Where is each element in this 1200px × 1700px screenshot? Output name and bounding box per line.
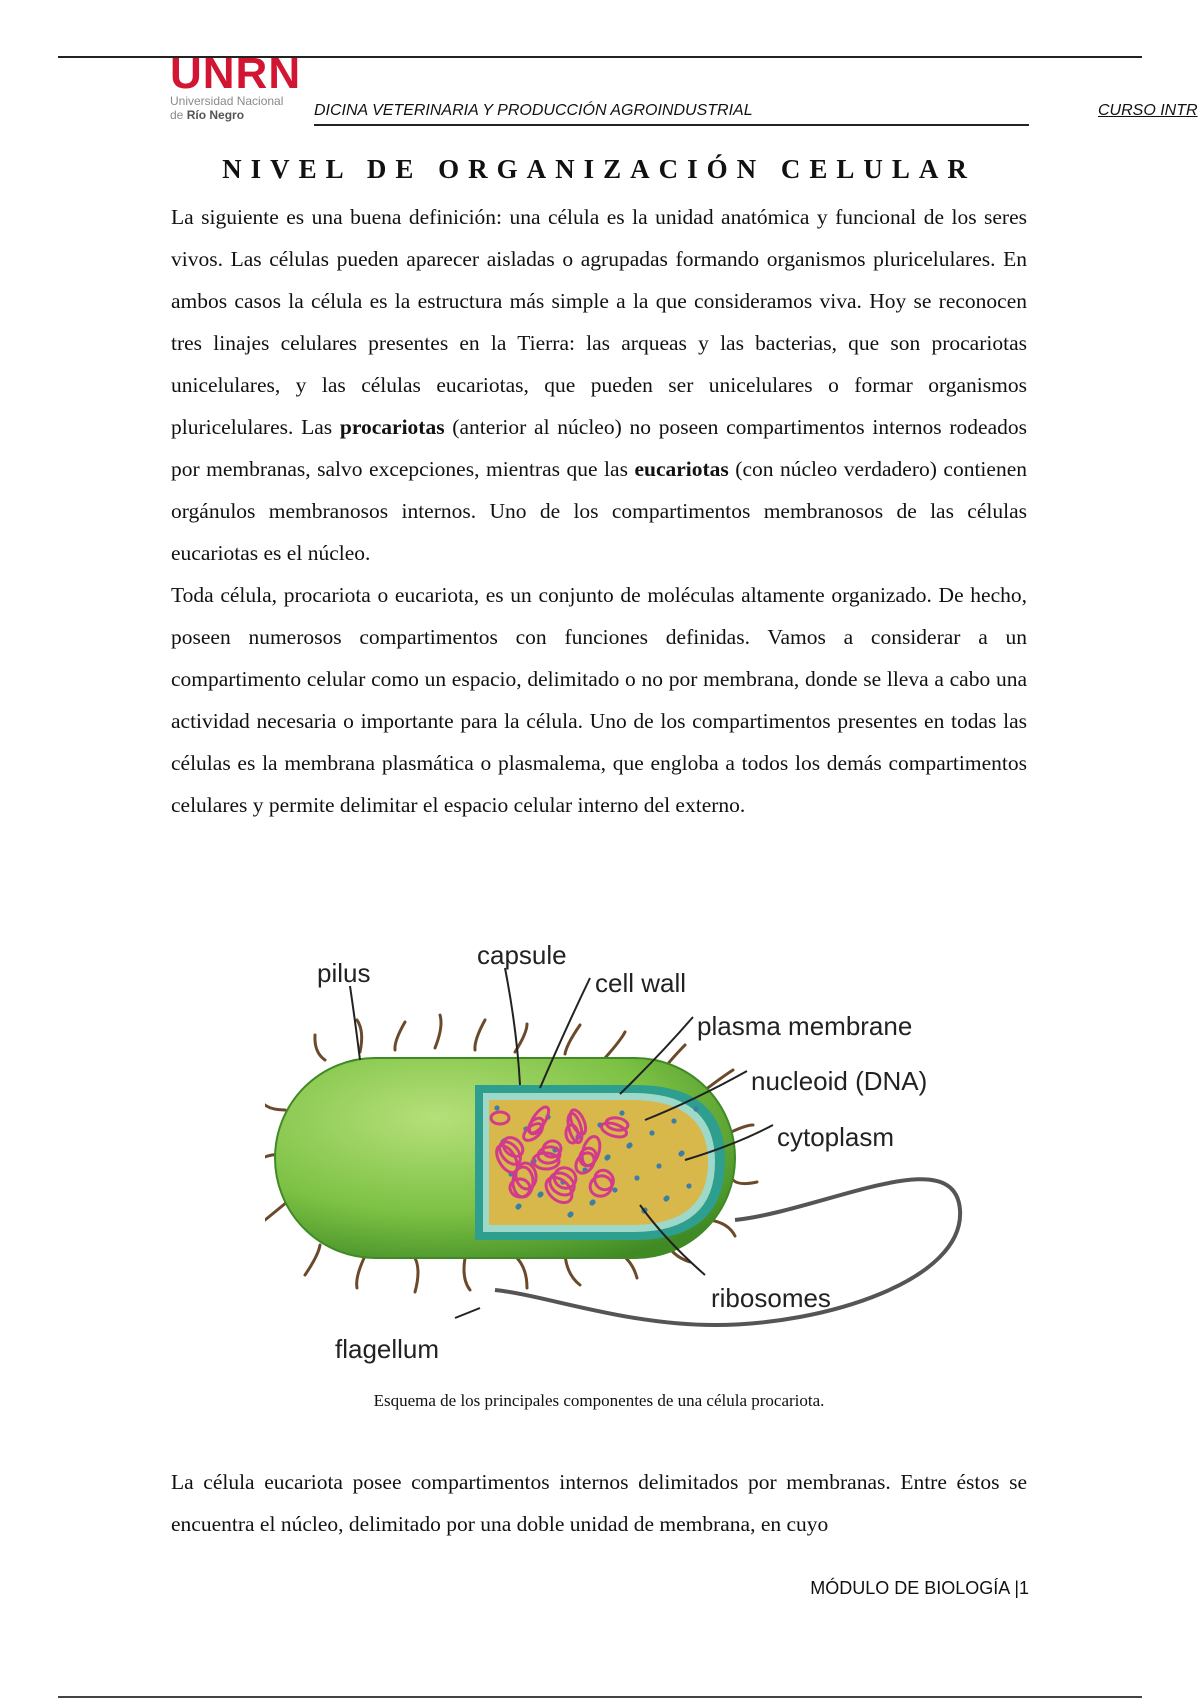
ribosome	[634, 1175, 639, 1180]
prokaryote-diagram	[265, 940, 985, 1380]
pilus-strand	[395, 1022, 405, 1050]
label-cell-wall: cell wall	[595, 968, 687, 998]
pilus-strand	[265, 1100, 285, 1110]
paragraph-3: La célula eucariota posee compartimentos internos delimitados por membranas. Entre éstos se encuentra el núcleo, delimitado por una doble unidad de membrana, en cuyo	[171, 1470, 1027, 1536]
ribosome	[678, 1151, 683, 1156]
ribosome	[589, 1200, 594, 1205]
label-flagellum: flagellum	[335, 1334, 440, 1364]
label-nucleoid: nucleoid (DNA)	[751, 1066, 928, 1096]
ribosome	[604, 1155, 609, 1160]
ribosome	[515, 1204, 520, 1209]
ribosome	[663, 1196, 668, 1201]
body-text-continued	[171, 1461, 1027, 1545]
ribosome	[537, 1192, 542, 1197]
pilus-strand	[710, 1220, 735, 1236]
pilus-strand	[305, 1245, 320, 1275]
footer-bottom-rule	[58, 1696, 1142, 1698]
logo-subtitle: Universidad Nacional	[170, 94, 284, 108]
ribosome	[619, 1110, 624, 1115]
label-capsule: capsule	[477, 940, 567, 970]
label-pilus: pilus	[317, 958, 371, 988]
label-ribosomes: ribosomes	[711, 1283, 831, 1313]
ribosome	[671, 1118, 676, 1123]
pilus-strand	[515, 1256, 527, 1288]
ribosome	[626, 1143, 631, 1148]
logo-wordmark: UNRN	[170, 49, 302, 98]
pilus-strand	[733, 1180, 757, 1184]
label-plasma-membrane: plasma membrane	[697, 1011, 913, 1041]
university-logo	[170, 49, 320, 122]
header-department: DICINA VETERINARIA Y PRODUCCIÓN AGROINDUSTRIAL	[314, 100, 1029, 126]
pilus-strand	[565, 1025, 580, 1054]
figure-caption: Esquema de los principales componentes de una célula procariota.	[373, 1391, 825, 1410]
ribosome	[649, 1130, 654, 1135]
page-title: NIVEL DE ORGANIZACIÓN CELULAR	[222, 154, 976, 184]
paragraph-1: La siguiente es una buena definición: una célula es la unidad anatómica y funcional de los seres vivos. Las células pueden aparecer aisladas o agrupadas formando organismos pluricelulares. En ambos casos la célula es la estructura más simple a la que consideramos viva. Hoy se reconocen tres linajes celulares presentes en la Tierra: las arqueas y las bacterias, que son procariotas unicelulares, y las células eucariotas, que pueden ser unicelulares o formar organismos pluricelulares. Las procariotas (anterior al núcleo) no poseen compartimentos internos rodeados por membranas, salvo excepciones, mientras que las eucariotas (con núcleo verdadero) contienen orgánulos membranosos internos. Uno de los compartimentos membranosos de las células eucariotas es el núcleo.	[171, 205, 1027, 565]
label-cytoplasm: cytoplasm	[777, 1122, 895, 1152]
pilus-strand	[315, 1035, 325, 1060]
logo-subtitle-2: de Río Negro	[170, 108, 245, 122]
body-text	[171, 196, 1027, 826]
ribosome	[693, 1106, 698, 1111]
ribosome	[567, 1212, 572, 1217]
pilus-strand	[605, 1032, 625, 1058]
pilus-strand	[357, 1256, 365, 1288]
ribosome	[656, 1163, 661, 1168]
pilus-strand	[475, 1020, 485, 1050]
ribosome	[494, 1105, 499, 1110]
header-course: CURSO INTR	[1098, 102, 1198, 119]
term-eucariotas: eucariotas	[634, 457, 729, 481]
ribosome	[686, 1183, 691, 1188]
pilus-strand	[464, 1258, 470, 1290]
pilus-strand	[435, 1015, 441, 1048]
page-footer: MÓDULO DE BIOLOGÍA |1	[810, 1578, 1029, 1598]
paragraph-2: Toda célula, procariota o eucariota, es un conjunto de moléculas altamente organizado. De hecho, poseen numerosos compartimentos con funciones definidas. Vamos a considerar a un compartimento celular como un espacio, delimitado o no por membrana, donde se lleva a cabo una actividad necesaria o importante para la célula. Uno de los compartimentos presentes en todas las células es la membrana plasmática o plasmalema, que engloba a todos los demás compartimentos celulares y permite delimitar el espacio celular interno del externo.	[171, 583, 1027, 817]
ribosome	[612, 1187, 617, 1192]
term-procariotas: procariotas	[339, 415, 445, 439]
pilus-strand	[265, 1202, 287, 1220]
pilus-strand	[415, 1258, 418, 1292]
